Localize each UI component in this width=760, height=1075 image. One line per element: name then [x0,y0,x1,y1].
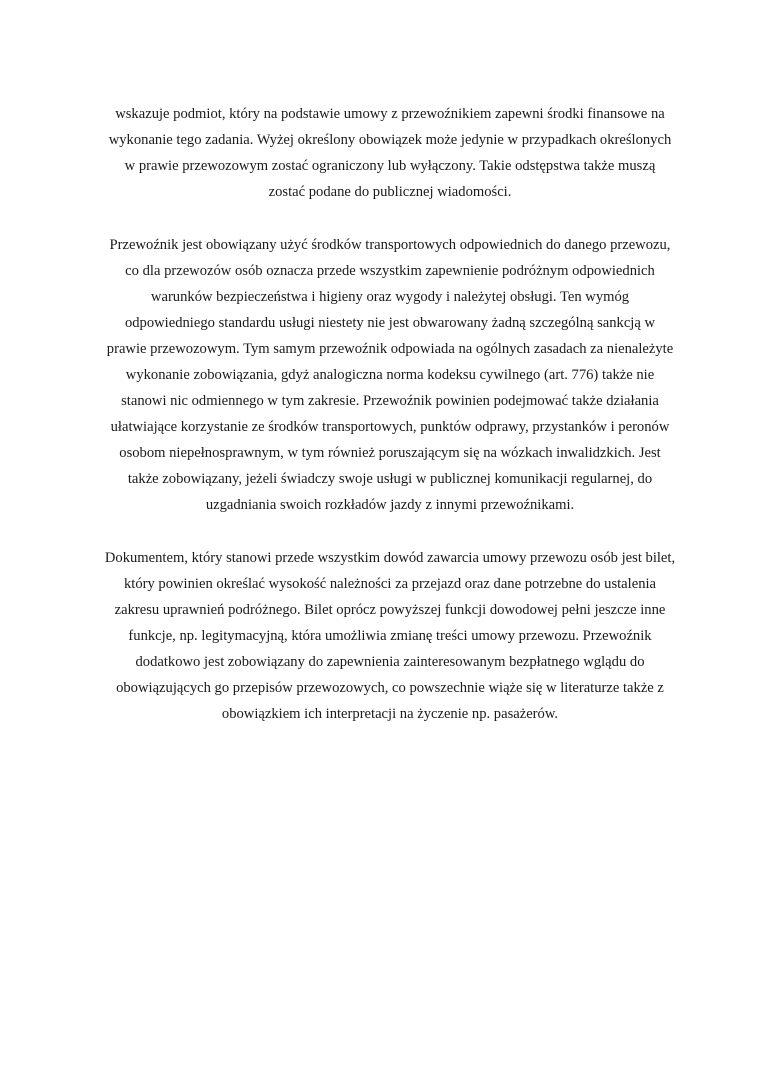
paragraph-1 [84,101,696,205]
text-line: wykonanie tego zadania. Wyżej określony obowiązek może jedynie w przypadkach określonych [108,132,672,148]
text-line: także zobowiązany, jeżeli świadczy swoje usługi w publicznej komunikacji regularnej, do [127,471,653,487]
text-line: ułatwiające korzystanie ze środków transportowych, punktów odprawy, przystanków i peronów [110,419,670,435]
document-body [84,101,696,727]
text-line: zakresu uprawnień podróżnego. Bilet oprócz powyższej funkcji dowodowej pełni jeszcze inne [114,602,666,618]
text-line: w prawie przewozowym zostać ograniczony lub wyłączony. Takie odstępstwa także muszą [124,158,656,174]
text-line: wykonanie zobowiązania, gdyż analogiczna norma kodeksu cywilnego (art. 776) także nie [125,367,655,383]
text-line: dodatkowo jest zobowiązany do zapewnienia zainteresowanym bezpłatnego wglądu do [135,654,645,670]
text-line: Przewoźnik jest obowiązany użyć środków transportowych odpowiednich do danego przewozu, [109,237,671,253]
paragraph-3 [84,545,696,727]
text-line: uzgadniania swoich rozkładów jazdy z innymi przewoźnikami. [205,497,575,513]
text-line: zostać podane do publicznej wiadomości. [268,184,512,200]
text-line: który powinien określać wysokość należności za przejazd oraz dane potrzebne do ustalenia [123,576,657,592]
paragraph-spacing [84,205,696,232]
text-line: osobom niepełnosprawnym, w tym również poruszającym się na wózkach inwalidzkich. Jest [119,445,661,461]
text-line: odpowiedniego standardu usługi niestety nie jest obwarowany żadną szczególną sankcją w [124,315,656,331]
text-line: prawie przewozowym. Tym samym przewoźnik odpowiada na ogólnych zasadach za nienależyte [106,341,674,357]
text-line: wskazuje podmiot, który na podstawie umowy z przewoźnikiem zapewni środki finansowe na [115,106,665,122]
paragraph-2 [84,232,696,518]
text-line: stanowi nic odmiennego w tym zakresie. Przewoźnik powinien podejmować także działania [121,393,659,409]
paragraph-spacing [84,518,696,545]
text-line: funkcje, np. legitymacyjną, która umożliwia zmianę treści umowy przewozu. Przewoźnik [128,628,652,644]
text-line: warunków bezpieczeństwa i higieny oraz wygody i należytej obsługi. Ten wymóg [150,289,630,305]
text-line: obowiązujących go przepisów przewozowych, co powszechnie wiąże się w literaturze także z [116,680,664,696]
text-line: obowiązkiem ich interpretacji na życzenie np. pasażerów. [221,706,559,722]
text-line: co dla przewozów osób oznacza przede wszystkim zapewnienie podróżnym odpowiednich [125,263,655,279]
text-line: Dokumentem, który stanowi przede wszystkim dowód zawarcia umowy przewozu osób jest bilet, [104,550,676,566]
